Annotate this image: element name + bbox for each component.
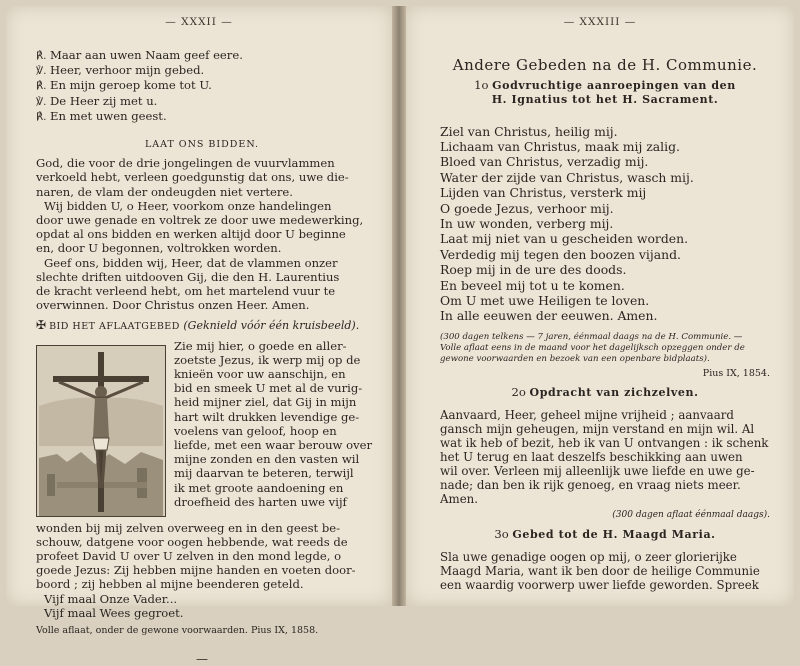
verse-line: Laat mij niet van u gescheiden worden. bbox=[440, 231, 689, 247]
offering-indulgence-note: (300 dagen aflaat éénmaal daags). bbox=[612, 510, 770, 521]
responses bbox=[36, 48, 368, 124]
text-line: verkoeld hebt, verleen goedgunstig dat ons, uwe die- bbox=[36, 170, 349, 185]
subsection-heading bbox=[440, 78, 770, 107]
verse-line: Lijden van Christus, versterk mij bbox=[440, 185, 647, 201]
response-text: De Heer zij met u. bbox=[50, 93, 158, 108]
verse-line: Water der zijde van Christus, wasch mij. bbox=[440, 169, 694, 185]
response-mark: ℟. bbox=[36, 50, 47, 62]
anima-christi-verses bbox=[440, 124, 770, 324]
prayer-paragraph bbox=[36, 256, 368, 313]
subsection-title: Gebed tot de H. Maagd Maria. bbox=[512, 527, 716, 541]
text-line: het U terug en laat deszelfs beschikking aan uwen bbox=[440, 450, 743, 465]
text-line: mijne zonden en den vasten wil bbox=[174, 452, 360, 467]
book-gutter bbox=[392, 6, 406, 606]
prayer-beside-figure bbox=[174, 338, 373, 509]
response-line bbox=[36, 78, 368, 93]
marian-prayer bbox=[440, 550, 770, 592]
text-line: overwinnen. Door Christus onzen Heer. Amen. bbox=[36, 298, 310, 313]
page-number: — XXXII — bbox=[165, 16, 233, 28]
verse-line: En beveel mij tot u te komen. bbox=[440, 277, 625, 293]
text-line: hart wilt drukken levendige ge- bbox=[174, 409, 360, 424]
subsection-title: H. Ignatius tot het H. Sacrament. bbox=[491, 93, 719, 107]
subsection-number: 1o bbox=[474, 78, 489, 93]
subsection-title: Godvruchtige aanroepingen van den bbox=[492, 79, 736, 93]
left-page bbox=[6, 6, 392, 666]
response-line bbox=[36, 63, 368, 78]
offering-prayer bbox=[440, 408, 770, 506]
text-line: boord ; zij hebben al mijne beenderen geteld. bbox=[36, 577, 304, 592]
text-line: slechte driften uitdooven Gij, die den H. Laurentius bbox=[36, 269, 340, 284]
crucifix-section bbox=[36, 338, 373, 521]
text-line: wat ik heb of bezit, heb ik van U ontvangen : ik schenk bbox=[440, 436, 769, 451]
subsection-heading-line bbox=[440, 78, 770, 93]
response-mark: ℟. bbox=[36, 110, 47, 123]
text-line: gansch mijn geheugen, mijn verstand en mijn wil. Al bbox=[440, 422, 755, 437]
text-line: Vijf maal Wees gegroet. bbox=[44, 605, 184, 620]
text-line: opdat al ons bidden en werken altijd door U beginne bbox=[36, 227, 346, 242]
note-line: Volle aflaat eens in de maand voor het dagelijksch opzeggen onder de bbox=[440, 342, 745, 353]
text-line: schouw, datgene voor oogen hebbende, wat reeds de bbox=[36, 534, 348, 549]
section-title: Andere Gebeden na de H. Communie. bbox=[452, 56, 758, 74]
text-line: Aanvaard, Heer, geheel mijne vrijheid ; aanvaard bbox=[440, 408, 734, 423]
verse-line: O goede Jezus, verhoor mij. bbox=[440, 200, 614, 216]
verse-line: Roep mij in de ure des doods. bbox=[440, 262, 627, 278]
prayer-continuation bbox=[36, 521, 368, 592]
prayer-paragraph bbox=[36, 199, 368, 256]
text-line: Wij bidden U, o Heer, voorkom onze handelingen bbox=[44, 198, 332, 213]
text-line: zoetste Jezus, ik werp mij op de bbox=[174, 352, 361, 367]
text-line: en, door U begonnen, voltrokken worden. bbox=[36, 241, 282, 256]
response-line bbox=[36, 48, 368, 63]
subsection-title: Opdracht van zichzelven. bbox=[529, 386, 699, 400]
response-text: Maar aan uwen Naam geef eere. bbox=[50, 48, 243, 62]
verse-line: In alle eeuwen der eeuwen. Amen. bbox=[440, 308, 658, 324]
versicle-mark: ℣. bbox=[36, 65, 47, 78]
text-line: ik met groote aandoening en bbox=[174, 480, 344, 495]
versicle-mark: ℣. bbox=[36, 95, 47, 108]
indulgence-footnote: Volle aflaat, onder de gewone voorwaarden. Pius IX, 1858. bbox=[36, 625, 319, 637]
note-attribution: Pius IX, 1854. bbox=[702, 367, 770, 379]
section-heading: LAAT ONS BIDDEN. bbox=[144, 139, 260, 151]
text-line: een waardig voorwerp uwer liefde geworden. Spreek bbox=[440, 577, 759, 592]
verse-line: Bloed van Christus, verzadig mij. bbox=[440, 154, 649, 170]
right-page bbox=[406, 6, 794, 606]
text-line: mij daarvan te beteren, terwijl bbox=[174, 466, 354, 481]
indulgence-note bbox=[440, 332, 770, 365]
text-line: door uwe genade en voltrek ze door uwe medewerking, bbox=[36, 213, 364, 228]
response-text: En mijn geroep kome tot U. bbox=[50, 78, 212, 93]
page-number: — XXXIII — bbox=[563, 16, 637, 28]
crucifix-icon bbox=[37, 346, 165, 516]
text-line: Amen. bbox=[440, 492, 479, 507]
verse-line: Verdedig mij tegen den boozen vijand. bbox=[440, 246, 681, 262]
text-line: Geef ons, bidden wij, Heer, dat de vlammen onzer bbox=[44, 255, 338, 270]
note-line: (300 dagen telkens — 7 jaren, éénmaal daags na de H. Communie. — bbox=[440, 331, 743, 342]
text-line: wil over. Verleen mij alleenlijk uwe liefde en uwe ge- bbox=[440, 464, 755, 479]
text-line: voelens van geloof, hoop en bbox=[174, 423, 337, 438]
text-line: Sla uwe genadige oogen op mij, o zeer glorierijke bbox=[440, 549, 737, 564]
subsection-number: 3o bbox=[494, 526, 509, 541]
indulgence-heading-label: BID HET AFLAATGEBED bbox=[49, 321, 180, 333]
text-line: naren, de vlam der ondeugden niet vertere. bbox=[36, 184, 293, 199]
text-line: heid mijner ziel, dat Gij in mijn bbox=[174, 395, 357, 410]
subsection-number: 2o bbox=[511, 385, 526, 400]
cross-icon: ✠ bbox=[36, 318, 47, 333]
text-line: God, die voor de drie jongelingen de vuurvlammen bbox=[36, 156, 335, 171]
text-line: Vijf maal Onze Vader... bbox=[44, 591, 178, 606]
text-line: bid en smeek U met al de vurig- bbox=[174, 381, 363, 396]
left-page-content bbox=[36, 48, 373, 666]
tail-mark: — bbox=[196, 652, 208, 666]
note-line: gewone voorwaarden en bezoek van een openbare bidplaats). bbox=[440, 353, 710, 364]
closing-lines bbox=[36, 592, 368, 620]
text-line: wonden bij mij zelven overweeg en in den geest be- bbox=[36, 520, 341, 535]
response-text: Heer, verhoor mijn gebed. bbox=[50, 63, 205, 78]
verse-line: Om U met uwe Heiligen te loven. bbox=[440, 293, 650, 309]
right-page-content bbox=[440, 58, 770, 592]
text-line: Zie mij hier, o goede en aller- bbox=[174, 338, 347, 353]
text-line: droefheid des harten uwe vijf bbox=[174, 494, 347, 509]
subsection-heading bbox=[440, 385, 770, 400]
verse-line: Ziel van Christus, heilig mij. bbox=[440, 123, 618, 139]
response-line bbox=[36, 109, 368, 124]
prayer-paragraph bbox=[36, 156, 368, 199]
verse-line: In uw wonden, verberg mij. bbox=[440, 216, 614, 232]
text-line: liefde, met een waar berouw over bbox=[174, 438, 373, 453]
text-line: goede Jezus: Zij hebben mijne handen en voeten door- bbox=[36, 563, 356, 578]
indulgence-heading bbox=[36, 318, 368, 334]
text-line: knieën voor uw aanschijn, en bbox=[174, 367, 346, 382]
response-text: En met uwen geest. bbox=[50, 108, 167, 123]
text-line: nade; dan ben ik rijk genoeg, en vraag niets meer. bbox=[440, 478, 741, 493]
text-line: de kracht verleend hebt, om het martelend vuur te bbox=[36, 284, 336, 299]
crucifix-illustration bbox=[36, 345, 166, 517]
response-line bbox=[36, 94, 368, 109]
response-mark: ℟. bbox=[36, 80, 47, 93]
text-line: Maagd Maria, want ik ben door de heilige Communie bbox=[440, 563, 760, 578]
text-line: profeet David U over U zelven in den mond legde, o bbox=[36, 549, 342, 564]
verse-line: Lichaam van Christus, maak mij zalig. bbox=[440, 139, 680, 155]
indulgence-heading-note: (Geknield vóór één kruisbeeld). bbox=[183, 319, 360, 333]
subsection-heading bbox=[440, 527, 770, 542]
